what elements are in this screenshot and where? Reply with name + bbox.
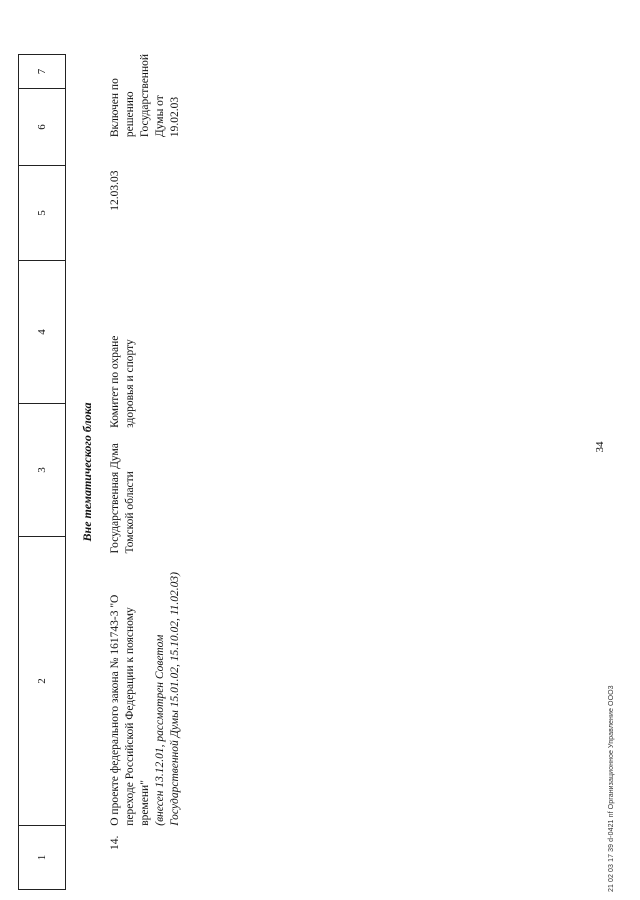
- column-number-5: 5: [19, 165, 65, 260]
- bill-title: О проекте федерального закона № 161743-3 "О переходе Российской Федерации к поясному времени": [109, 594, 151, 826]
- column-number-3: 3: [19, 403, 65, 536]
- column-number-6: 6: [19, 88, 65, 165]
- column-number-2: 2: [19, 536, 65, 825]
- responsible-committee: Комитет по охране здоровья и спорту: [109, 335, 136, 428]
- row-note: Включен по решению Государственной Думы от 19.02.03: [109, 53, 181, 138]
- table-column-number-row: [18, 54, 66, 890]
- section-heading: Вне тематического блока: [80, 402, 94, 542]
- column-5-value: [108, 215, 183, 303]
- column-number-4: 4: [19, 260, 65, 403]
- page-number: 34: [594, 441, 606, 453]
- review-date: 12.03.03: [109, 170, 121, 211]
- initiator-subject: Государственная Дума Томской области: [109, 443, 136, 554]
- table-row: [108, 54, 183, 890]
- footer-print-stamp: 21 02 03 17 39 d-0421 nf Организационное Управление ООО3: [608, 685, 615, 892]
- column-number-7: 7: [36, 68, 48, 75]
- bill-title-note: (внесен 13.12.01, рассмотрен Советом Государственной Думы 15.01.02, 15.10.02, 11.02.03): [154, 572, 181, 826]
- column-number-1: 1: [19, 825, 65, 889]
- row-number: 14.: [109, 835, 121, 850]
- bill-title-cell: [108, 559, 183, 827]
